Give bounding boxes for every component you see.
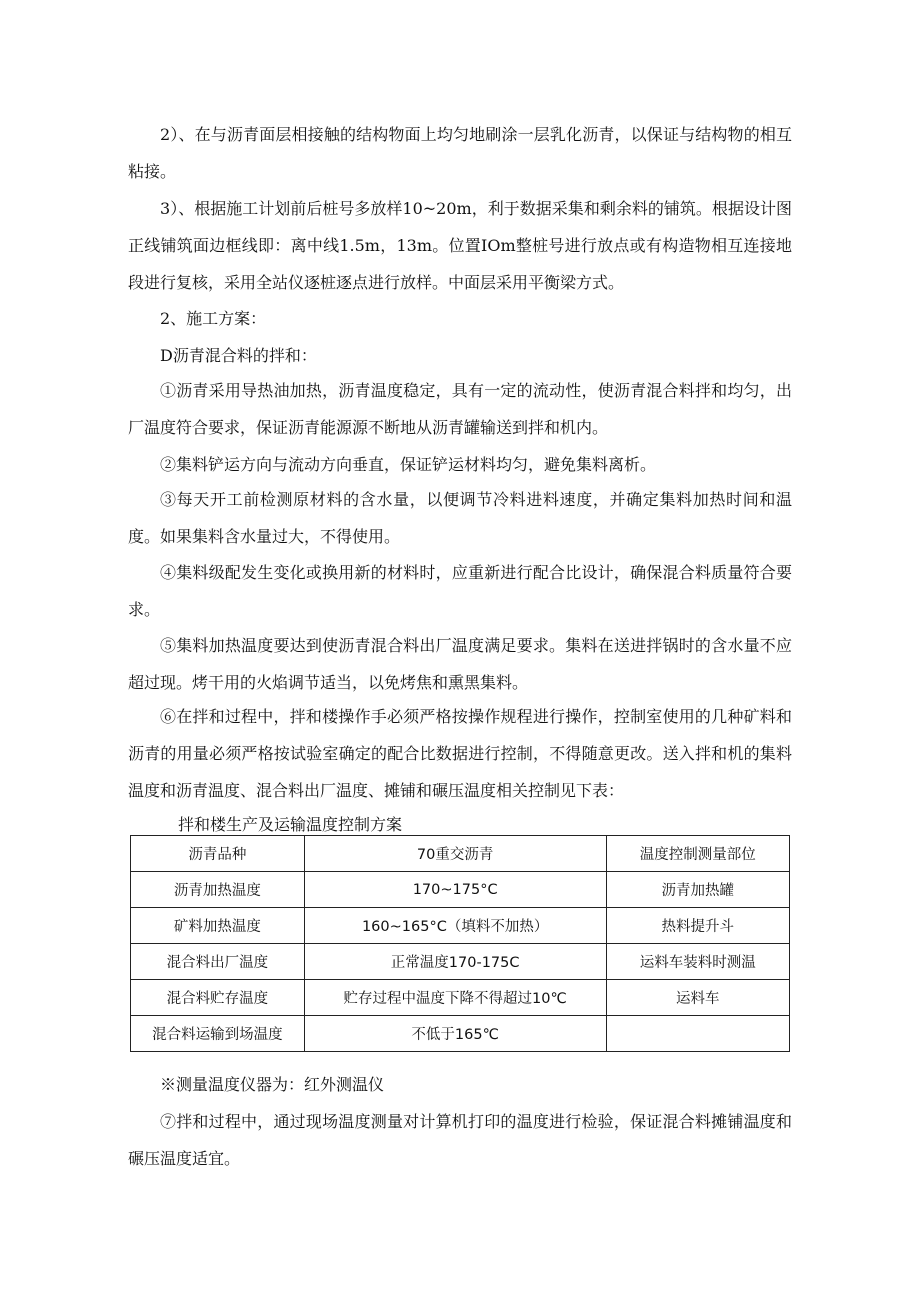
table-caption: 拌和楼生产及运输温度控制方案 [178,815,403,834]
table-row [131,908,790,944]
table-row [131,872,790,908]
table-cell: 混合料运输到场温度 [131,1016,305,1052]
table-cell: 正常温度170-175C [304,944,606,980]
item-7: ⑦拌和过程中，通过现场温度测量对计算机打印的温度进行检验，保证混合料摊铺温度和碾压温度适宜。 [128,1112,792,1168]
table-cell: 不低于165℃ [304,1016,606,1052]
item-6: ⑥在拌和过程中，拌和楼操作手必须严格按操作规程进行操作，控制室使用的几种矿料和沥青的用量必须严格按试验室确定的配合比数据进行控制，不得随意更改。送入拌和机的集料温度和沥青温度、混合料出厂温度、摊铺和碾压温度相关控制见下表： [128,707,792,800]
table-cell: 热料提升斗 [606,908,789,944]
paragraph-2: 2）、在与沥青面层相接触的结构物面上均匀地刷涂一层乳化沥青，以保证与结构物的相互粘接。 [128,125,792,181]
item-3: ③每天开工前检测原材料的含水量，以便调节冷料进料速度，并确定集料加热时间和温度。如果集料含水量过大，不得使用。 [128,490,792,546]
table-cell: 沥青品种 [131,836,305,872]
item-2: ②集料铲运方向与流动方向垂直，保证铲运材料均匀，避免集料离析。 [160,455,657,474]
measurement-note: ※测量温度仪器为：红外测温仪 [160,1075,385,1094]
table-cell: 运料车 [606,980,789,1016]
table-cell: 160~165°C（填料不加热） [304,908,606,944]
table-row [131,1016,790,1052]
paragraph-3: 3）、根据施工计划前后桩号多放样10~20m，利于数据采集和剩余料的铺筑。根据设计图正线铺筑面边框线即：离中线1.5m，13m。位置IOm整桩号进行放点或有构造物相互连接地段进行复核，采用全站仪逐桩逐点进行放样。中面层采用平衡梁方式。 [128,199,792,292]
table-cell: 矿料加热温度 [131,908,305,944]
table-row [131,944,790,980]
table-cell: 沥青加热罐 [606,872,789,908]
table-cell: 混合料贮存温度 [131,980,305,1016]
section-heading-construction-plan: 2、施工方案： [160,309,267,328]
temperature-control-table [130,835,790,1052]
item-4: ④集料级配发生变化或换用新的材料时，应重新进行配合比设计，确保混合料质量符合要求。 [128,563,792,619]
table-cell: 温度控制测量部位 [606,836,789,872]
table-cell: 运料车装料时测温 [606,944,789,980]
item-1: ①沥青采用导热油加热，沥青温度稳定，具有一定的流动性，使沥青混合料拌和均匀，出厂温度符合要求，保证沥青能源源不断地从沥青罐输送到拌和机内。 [128,381,792,437]
table-cell: 沥青加热温度 [131,872,305,908]
table-row [131,836,790,872]
subheading-mixing: D沥青混合料的拌和： [160,346,317,365]
table-cell: 贮存过程中温度下降不得超过10℃ [304,980,606,1016]
table-cell: 70重交沥青 [304,836,606,872]
table-cell [606,1016,789,1052]
item-5: ⑤集料加热温度要达到使沥青混合料出厂温度满足要求。集料在送进拌锅时的含水量不应超过现。烤干用的火焰调节适当，以免烤焦和熏黑集料。 [128,636,792,692]
table-cell: 170~175°C [304,872,606,908]
table-row [131,980,790,1016]
table-cell: 混合料出厂温度 [131,944,305,980]
